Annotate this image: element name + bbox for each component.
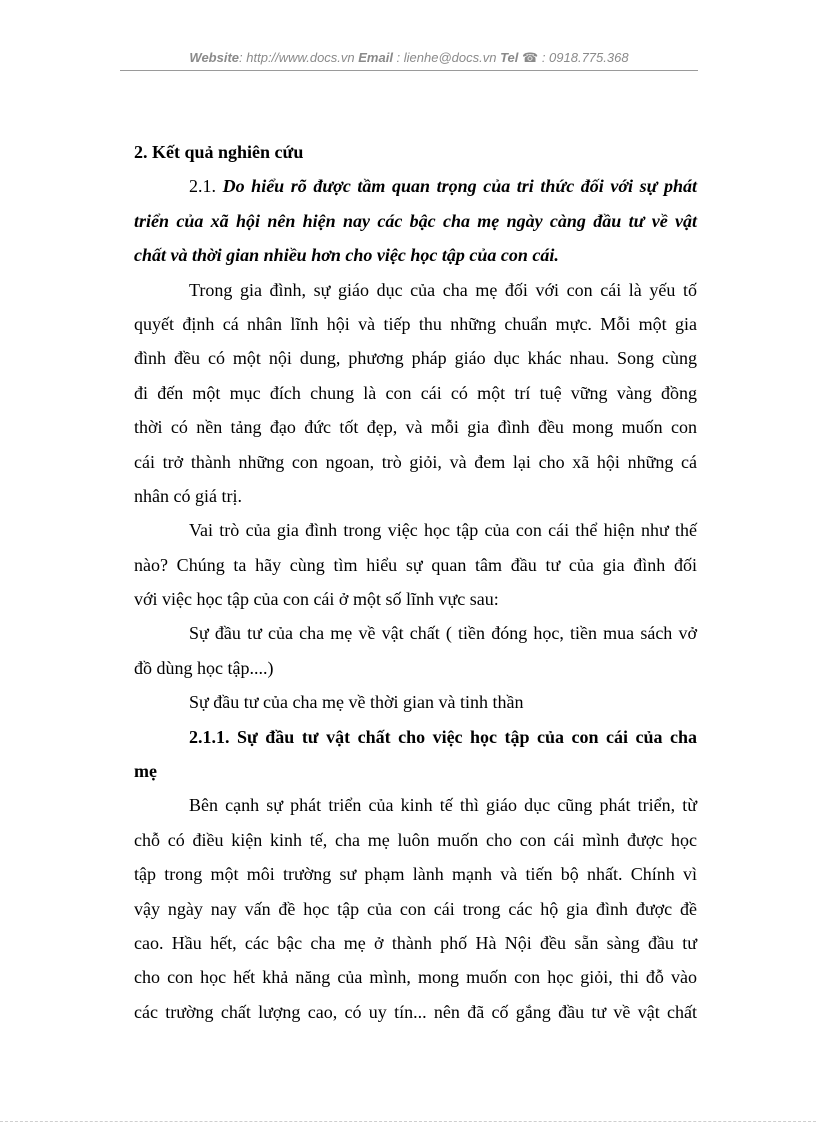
subsection-title-text: Do hiểu rõ được tầm quan trọng của tri thức đối với sự phát [222, 176, 698, 197]
paragraph-line: Trong gia đình, sự giáo dục của cha mẹ đối với con cái là yếu tố [189, 279, 697, 300]
paragraph-line: quyết định cá nhân lĩnh hội và tiếp thu những chuẩn mực. Mỗi một gia [134, 313, 697, 334]
subsection-number: 2.1. [189, 176, 223, 197]
paragraph-line: cao. Hầu hết, các bậc cha mẹ ở thành phố Hà Nội đều sẵn sàng đầu tư [134, 932, 697, 953]
header-divider [120, 70, 698, 71]
tel-value: ☎ : 0918.775.368 [518, 50, 629, 65]
paragraph-line: thời có nền tảng đạo đức tốt đẹp, và mỗi gia đình đều mong muốn con [134, 417, 697, 438]
paragraph-line: với việc học tập của con cái ở một số lĩnh vực sau: [134, 589, 499, 610]
paragraph-line: Vai trò của gia đình trong việc học tập của con cái thể hiện như thế [189, 520, 697, 541]
paragraph-line: các trường chất lượng cao, có uy tín... nên đã cố gắng đầu tư về vật chất [134, 1001, 697, 1022]
paragraph-line: nào? Chúng ta hãy cùng tìm hiểu sự quan tâm đầu tư của gia đình đối [134, 554, 697, 575]
heading-2-1-1-cont: mẹ [134, 761, 157, 782]
paragraph-line: chỗ có điều kiện kinh tế, cha mẹ luôn muốn cho con cái mình được học [134, 829, 697, 850]
document-body [134, 135, 697, 1029]
email-label: Email [358, 50, 393, 65]
heading-2-1-1: 2.1.1. Sự đầu tư vật chất cho việc học tập của con cái của cha [189, 726, 697, 747]
website-value: : http://www.docs.vn [239, 50, 359, 65]
list-item-line: Sự đầu tư của cha mẹ về vật chất ( tiền đóng học, tiền mua sách vở [189, 623, 697, 644]
paragraph-line: Bên cạnh sự phát triển của kinh tế thì giáo dục cũng phát triển, từ [189, 795, 697, 816]
paragraph-line: cho con học hết khả năng của mình, mong muốn con học giỏi, thi đỗ vào [134, 967, 697, 988]
paragraph-line: đi đến một mục đích chung là con cái có một trí tuệ vững vàng đồng [134, 382, 697, 403]
website-label: Website [189, 50, 240, 65]
tel-label: Tel [500, 50, 519, 65]
section-title: 2. Kết quả nghiên cứu [134, 142, 304, 162]
paragraph-line: nhân có giá trị. [134, 485, 242, 506]
paragraph-line: cái trở thành những con ngoan, trò giỏi, và đem lại cho xã hội những cá [134, 451, 697, 472]
email-value: : lienhe@docs.vn [392, 50, 501, 65]
subsection-title-line [134, 169, 697, 203]
paragraph-line: vậy ngày nay vấn đề học tập của con cái trong các hộ gia đình được đề [134, 898, 697, 919]
paragraph-line: đình đều có một nội dung, phương pháp giáo dục khác nhau. Song cùng [134, 348, 697, 369]
list-item-line: đồ dùng học tập....) [134, 657, 274, 678]
subsection-title-line: triển của xã hội nên hiện nay các bậc cha mẹ ngày càng đầu tư về vật [134, 210, 697, 231]
page-bottom-divider [0, 1121, 816, 1122]
page-header [120, 50, 698, 70]
subsection-title-line: chất và thời gian nhiều hơn cho việc học tập của con cái. [134, 245, 559, 266]
list-item-line: Sự đầu tư của cha mẹ về thời gian và tinh thần [189, 692, 524, 713]
paragraph-line: tập trong một môi trường sư phạm lành mạnh và tiến bộ nhất. Chính vì [134, 864, 697, 885]
